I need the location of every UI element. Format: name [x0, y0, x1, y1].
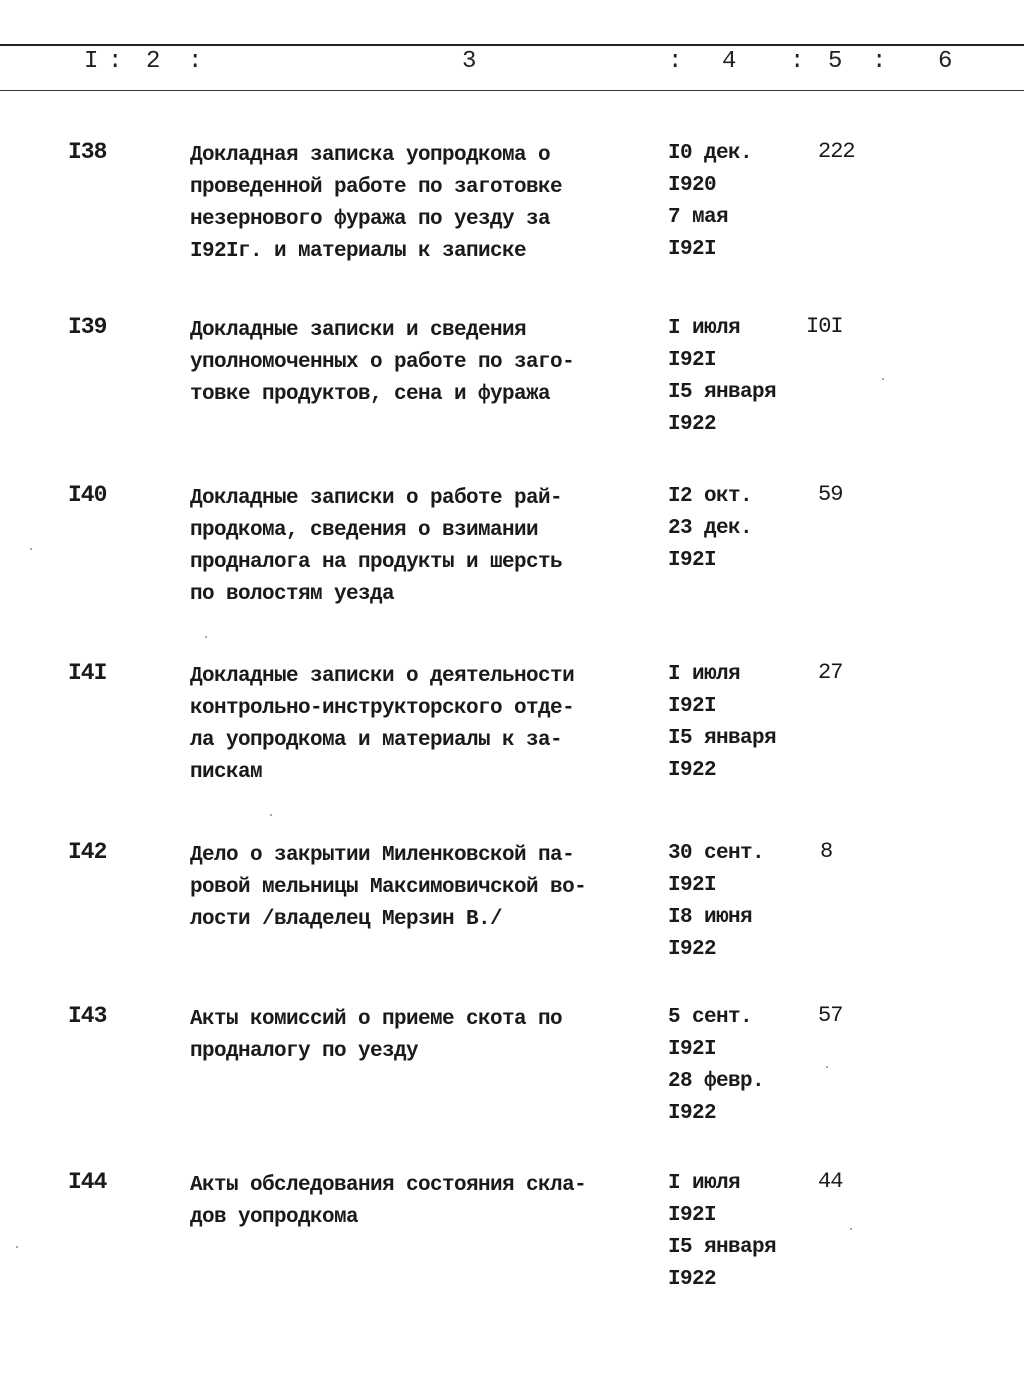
entry-sheet-count: 27	[818, 660, 843, 685]
entry-date-line: 7 мая	[668, 206, 729, 229]
scan-speck	[205, 636, 207, 638]
entry-date-line: 30 сент.	[668, 842, 765, 865]
entry-dates	[668, 838, 764, 966]
entry-date-line: I922	[668, 1268, 717, 1291]
entry-sheet-count: 57	[818, 1003, 843, 1028]
scan-speck	[30, 548, 32, 550]
column-header-4: 4	[722, 48, 737, 75]
entry-title-line: Докладные записки о работе рай-	[190, 487, 563, 510]
entry-title-line: лости /владелец Мерзин В./	[190, 908, 503, 931]
entry-date-line: I5 января	[668, 381, 777, 404]
entry-title-line: ла уопродкома и материалы к за-	[190, 729, 563, 752]
entry-title-line: ровой мельницы Максимовичской во-	[190, 876, 587, 899]
entry-number: I38	[68, 139, 107, 165]
entry-title-line: Дело о закрытии Миленковской па-	[190, 844, 575, 867]
entry-title-line: продкома, сведения о взимании	[190, 519, 539, 542]
entry-title	[190, 840, 660, 936]
entry-date-line: I июля	[668, 1172, 741, 1195]
scan-speck	[16, 1246, 18, 1248]
entry-title-line: Докладная записка уопродкома о	[190, 144, 551, 167]
entry-title-line: I92Iг. и материалы к записке	[190, 240, 527, 263]
header-bottom-rule	[0, 90, 1024, 91]
entry-number: I44	[68, 1169, 107, 1195]
column-header-6: 6	[938, 48, 953, 75]
entry-dates	[668, 1168, 776, 1296]
entry-date-line: 23 дек.	[668, 517, 753, 540]
column-separator: :	[872, 48, 887, 75]
column-separator: :	[188, 48, 203, 75]
entry-title-line: дов уопродкома	[190, 1206, 359, 1229]
entry-dates	[668, 138, 752, 266]
entry-title-line: продналогу по уезду	[190, 1040, 419, 1063]
scan-speck	[270, 814, 272, 816]
entry-title	[190, 661, 660, 789]
entry-date-line: I922	[668, 759, 717, 782]
entry-date-line: I922	[668, 1102, 717, 1125]
entry-date-line: I2 окт.	[668, 485, 753, 508]
entry-dates	[668, 313, 776, 441]
entry-date-line: I92I	[668, 1204, 717, 1227]
entry-title-line: по волостям уезда	[190, 583, 395, 606]
entry-date-line: I июля	[668, 663, 741, 686]
entry-date-line: I5 января	[668, 1236, 777, 1259]
entry-date-line: I920	[668, 174, 717, 197]
entry-date-line: I92I	[668, 874, 717, 897]
entry-title-line: проведенной работе по заготовке	[190, 176, 563, 199]
entry-date-line: I июля	[668, 317, 741, 340]
entry-date-line: I92I	[668, 238, 717, 261]
entry-dates	[668, 659, 776, 787]
entry-number: I39	[68, 314, 107, 340]
entry-title-line: контрольно-инструкторского отде-	[190, 697, 575, 720]
entry-dates	[668, 481, 752, 577]
entry-title-line: уполномоченных о работе по заго-	[190, 351, 575, 374]
entry-number: I4I	[68, 660, 107, 686]
entry-date-line: I5 января	[668, 727, 777, 750]
entry-date-line: I8 июня	[668, 906, 753, 929]
entry-title-line: Акты комиссий о приеме скота по	[190, 1008, 563, 1031]
entry-number: I40	[68, 482, 107, 508]
entry-title-line: продналога на продукты и шерсть	[190, 551, 563, 574]
entry-date-line: 5 сент.	[668, 1006, 753, 1029]
entry-title	[190, 1170, 660, 1234]
entry-title-line: Докладные записки и сведения	[190, 319, 527, 342]
scan-speck	[826, 1066, 828, 1068]
entry-number: I42	[68, 839, 107, 865]
entry-title-line: незернового фуража по уезду за	[190, 208, 551, 231]
entry-date-line: I922	[668, 413, 717, 436]
entry-title-line: Акты обследования состояния скла-	[190, 1174, 587, 1197]
entry-title	[190, 315, 660, 411]
entry-date-line: 28 февр.	[668, 1070, 765, 1093]
scan-speck	[882, 378, 884, 380]
column-header-1: I	[84, 48, 99, 75]
column-separator: :	[108, 48, 123, 75]
column-header-3: 3	[462, 48, 477, 75]
entry-title	[190, 1004, 660, 1068]
entry-date-line: I92I	[668, 695, 717, 718]
entry-title-line: товке продуктов, сена и фуража	[190, 383, 551, 406]
scan-speck	[850, 1228, 852, 1230]
entry-title	[190, 483, 660, 611]
entry-date-line: I92I	[668, 1038, 717, 1061]
column-separator: :	[790, 48, 805, 75]
entry-dates	[668, 1002, 764, 1130]
entry-date-line: I92I	[668, 549, 717, 572]
column-header-2: 2	[146, 48, 161, 75]
column-separator: :	[668, 48, 683, 75]
entry-date-line: I92I	[668, 349, 717, 372]
entry-number: I43	[68, 1003, 107, 1029]
entry-title	[190, 140, 660, 268]
entry-sheet-count: 44	[818, 1169, 843, 1194]
entry-sheet-count: I0I	[806, 314, 843, 339]
entry-date-line: I0 дек.	[668, 142, 753, 165]
entry-sheet-count: 222	[818, 139, 855, 164]
entry-sheet-count: 59	[818, 482, 843, 507]
entry-date-line: I922	[668, 938, 717, 961]
entry-sheet-count: 8	[820, 839, 833, 864]
header-top-rule	[0, 44, 1024, 46]
column-header-5: 5	[828, 48, 843, 75]
entry-title-line: пискам	[190, 761, 263, 784]
entry-title-line: Докладные записки о деятельности	[190, 665, 575, 688]
